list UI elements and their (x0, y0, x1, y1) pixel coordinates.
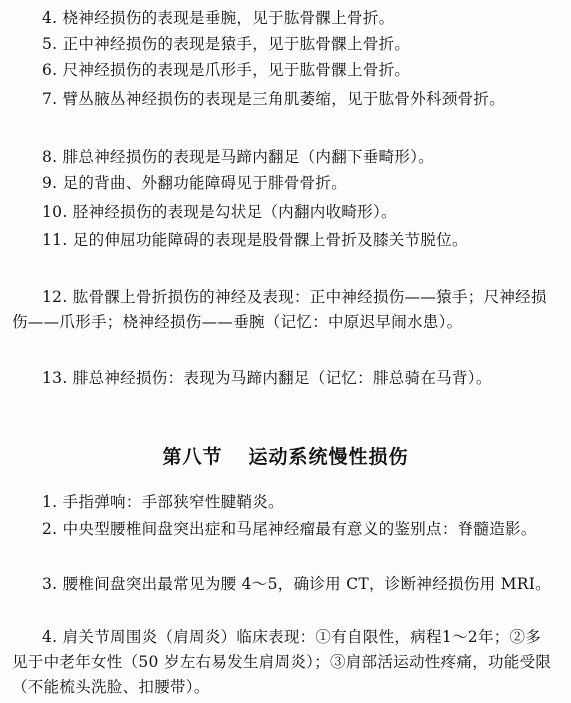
item-a12: 12. 肱骨髁上骨折损伤的神经及表现：正中神经损伤——猿手；尺神经损伤——爪形手；桡神经损伤——垂腕（记忆：中原迟早闹水患）。 (12, 288, 547, 331)
item-a7: 7. 臂丛腋丛神经损伤的表现是三角肌萎缩，见于肱骨外科颈骨折。 (42, 90, 506, 108)
item-a11: 11. 足的伸屈功能障碍的表现是股骨髁上骨折及膝关节脱位。 (42, 231, 468, 249)
item-a10: 10. 胫神经损伤的表现是勾状足（内翻内收畸形）。 (42, 203, 397, 221)
item-a9: 9. 足的背曲、外翻功能障碍见于腓骨骨折。 (42, 174, 348, 192)
item-b4: 4. 肩关节周围炎（肩周炎）临床表现：①有自限性，病程1～2年；②多见于中老年女性（50 岁左右易发生肩周炎）；③肩部活运动性疼痛，功能受限（不能梳头洗脸、扣腰带）。 (12, 628, 552, 696)
section-number: 第八节 (162, 446, 223, 468)
item-a4: 4. 桡神经损伤的表现是垂腕，见于肱骨髁上骨折。 (42, 9, 395, 27)
item-a5: 5. 正中神经损伤的表现是猿手，见于肱骨髁上骨折。 (42, 35, 411, 53)
section-name: 运动系统慢性损伤 (248, 446, 409, 468)
section-heading (0, 442, 571, 469)
item-b3: 3. 腰椎间盘突出最常见为腰 4～5，确诊用 CT，诊断神经损伤用 MRI。 (42, 575, 551, 593)
item-b1: 1. 手指弹响：手部狭窄性腱鞘炎。 (42, 493, 284, 511)
item-a8: 8. 腓总神经损伤的表现是马蹄内翻足（内翻下垂畸形）。 (42, 148, 435, 166)
item-b2: 2. 中央型腰椎间盘突出症和马尾神经瘤最有意义的鉴别点：脊髓造影。 (42, 520, 537, 538)
item-a6: 6. 尺神经损伤的表现是爪形手，见于肱骨髁上骨折。 (42, 61, 411, 79)
item-a13: 13. 腓总神经损伤：表现为马蹄内翻足（记忆：腓总骑在马背）。 (42, 369, 492, 387)
